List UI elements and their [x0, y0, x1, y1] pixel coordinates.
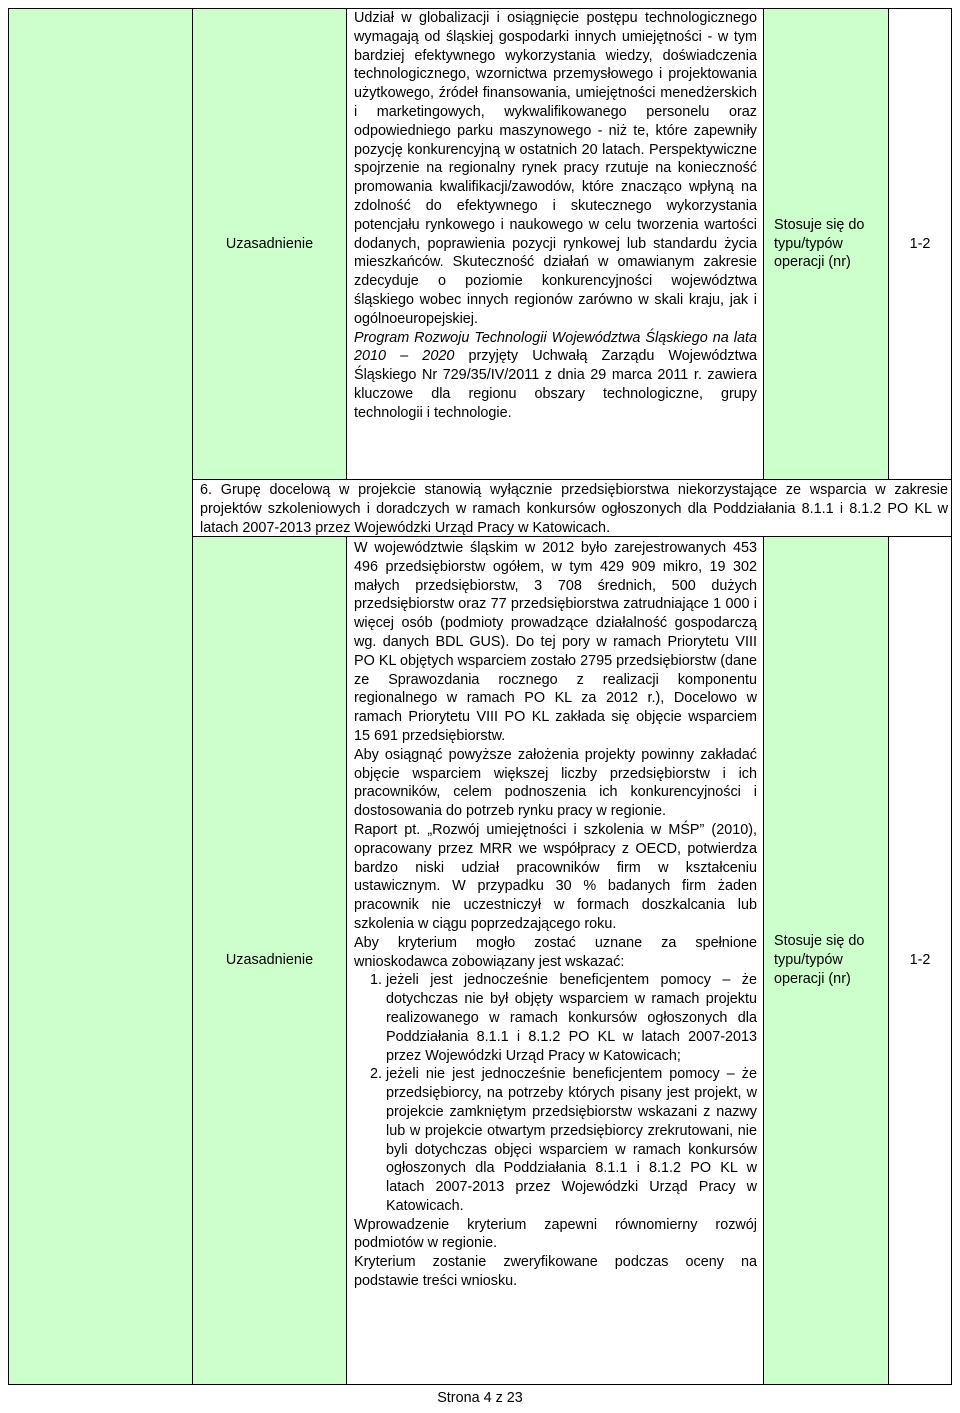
- row1-paragraph-main: Udział w globalizacji i osiągnięcie postępu technologicznego wymagają od śląskiej gospodarki innych umiejętności - w tym bardziej efektywnego wykorzystania wiedzy, doświadczenia technologicznego, wzornictwa przemysłowego i projektowania użytkowego, źródeł finansowania, umiejętności menedżerskich i marketingowych, wykwalifikowanego personelu oraz odpowiedniego parku maszynowego - niż te, które zapewniły pozycję konkurencyjną w ostatnich 20 latach. Perspektywiczne spojrzenie na regionalny rynek pracy rzutuje na konieczność promowania kwalifikacji/zawodów, które znacząco wpłyną na zdolność do efektywnego i skutecznego wykorzystania potencjału rynkowego i naukowego w celu tworzenia wartości dodanych, poprawienia pozycji rynkowej lub standardu życia mieszkańców. Skuteczność działań w omawianym zakresie zdecyduje o poziomie konkurencyjności województwa śląskiego wobec innych regionów zarówno w skali kraju, jak i ogólnoeuropejskiej.: [354, 10, 757, 327]
- row1-points-cell: [888, 8, 952, 479]
- row2-requirements-list: [354, 971, 757, 1215]
- criterion-6-cell: [192, 479, 952, 537]
- left-blank-cell: [8, 8, 192, 479]
- page-number: Strona 4 z 23: [437, 1390, 523, 1406]
- row2-paragraph-6: Kryterium zostanie zweryfikowane podczas oceny na podstawie treści wniosku.: [354, 1254, 757, 1290]
- row1-program-rest: przyjęty Uchwałą Zarządu Województwa Śląskiego Nr 729/35/IV/2011 z dnia 29 marca 2011 r. zawiera kluczowe dla regionu obszary technologiczne, grupy technologii i technologie.: [354, 348, 757, 421]
- row2-points-cell: [888, 537, 952, 1385]
- row1-paragraph-program: [354, 329, 757, 423]
- criterion-6-text: 6. Grupę docelową w projekcie stanowią wyłącznie przedsiębiorstwa niekorzystające ze wsparcia w zakresie projektów szkoleniowych i doradczych w ramach konkursów ogłoszonych dla Poddziałania 8.1.1 i 8.1.2 PO KL w latach 2007-2013 przez Wojewódzki Urząd Pracy w Katowicach.: [200, 482, 948, 536]
- row1-program-title: Program Rozwoju Technologii Województwa Śląskiego na lata 2010 – 2020: [354, 329, 757, 365]
- row1-applies-cell: [764, 8, 888, 479]
- row2-applies-cell: [764, 537, 888, 1385]
- list-item: 2. jeżeli nie jest jednocześnie beneficjentem pomocy – że przedsiębiorcy, na potrzeby których pisany jest projekt, w projekcie zamkniętym przedsiębiorstw wskazani z nazwy lub w projekcie otwartym przedsiębiorcy zrekrutowani, nie byli dotychczas objęci wsparciem w ramach konkursów ogłoszonych dla Poddziałania 8.1.1 i 8.1.2 PO KL w latach 2007-2013 przez Wojewódzki Urząd Pracy w Katowicach.: [386, 1065, 757, 1215]
- row2-paragraph-5: Wprowadzenie kryterium zapewni równomierny rozwój podmiotów w regionie.: [354, 1216, 757, 1252]
- row1-points: 1-2: [909, 235, 931, 252]
- left-blank-cell-2: [8, 537, 192, 1385]
- row2-description-cell: [346, 537, 764, 1385]
- row2-paragraph-2: Aby osiągnąć powyższe założenia projekty powinny zakładać objęcie wsparciem większej liczby przedsiębiorstw i ich pracowników, celem podnoszenia ich konkurencyjności i dostosowania do potrzeb rynku pracy w regionie.: [354, 746, 757, 820]
- row2-paragraph-4: Aby kryterium mogło zostać uznane za spełnione wnioskodawca zobowiązany jest wskazać:: [354, 934, 757, 970]
- row1-label-cell: [192, 8, 346, 479]
- row1-label: Uzasadnienie: [225, 235, 314, 252]
- row2-label: Uzasadnienie: [225, 952, 314, 969]
- row2-points: 1-2: [909, 952, 931, 969]
- row2-applies-to: Stosuje się do typu/typów operacji (nr): [774, 933, 865, 987]
- list-item: 1. jeżeli jest jednocześnie beneficjentem pomocy – że dotychczas nie był objęty wsparciem w ramach projektu realizowanego w ramach konkursów ogłoszonych dla Poddziałania 8.1.1 i 8.1.2 PO KL w latach 2007-2013 przez Wojewódzki Urząd Pracy w Katowicach;: [386, 971, 757, 1065]
- row2-paragraph-3: Raport pt. „Rozwój umiejętności i szkolenia w MŚP” (2010), opracowany przez MRR we współpracy z OECD, potwierdza bardzo niski udział pracowników firm w kształceniu ustawicznym. W przypadku 30 % badanych firm żaden pracownik nie uczestniczył w formach doszkalcania lub szkolenia w ciągu poprzedzającego roku.: [354, 821, 757, 932]
- row2-paragraph-1: W województwie śląskim w 2012 było zarejestrowanych 453 496 przedsiębiorstw ogółem, w tym 429 909 mikro, 19 302 małych przedsiębiorstw, 3 708 średnich, 500 dużych przedsiębiorstw oraz 77 przedsiębiorstwa zatrudniające 1 000 i więcej osób (podmioty prowadzące działalność gospodarczą wg. danych BDL GUS). Do tej pory w ramach Priorytetu VIII PO KL objętych wsparciem zostało 2795 przedsiębiorstw (dane ze Sprawozdania rocznego z realizacji komponentu regionalnego w ramach PO KL za 2012 r.), Docelowo w ramach Priorytetu VIII PO KL zakłada się objęcie wsparciem 15 691 przedsiębiorstw.: [354, 540, 757, 744]
- criterion-row-left-blank: [8, 479, 192, 537]
- row2-label-cell: [192, 537, 346, 1385]
- row1-description-cell: [346, 8, 764, 479]
- row1-applies-to: Stosuje się do typu/typów operacji (nr): [774, 216, 865, 271]
